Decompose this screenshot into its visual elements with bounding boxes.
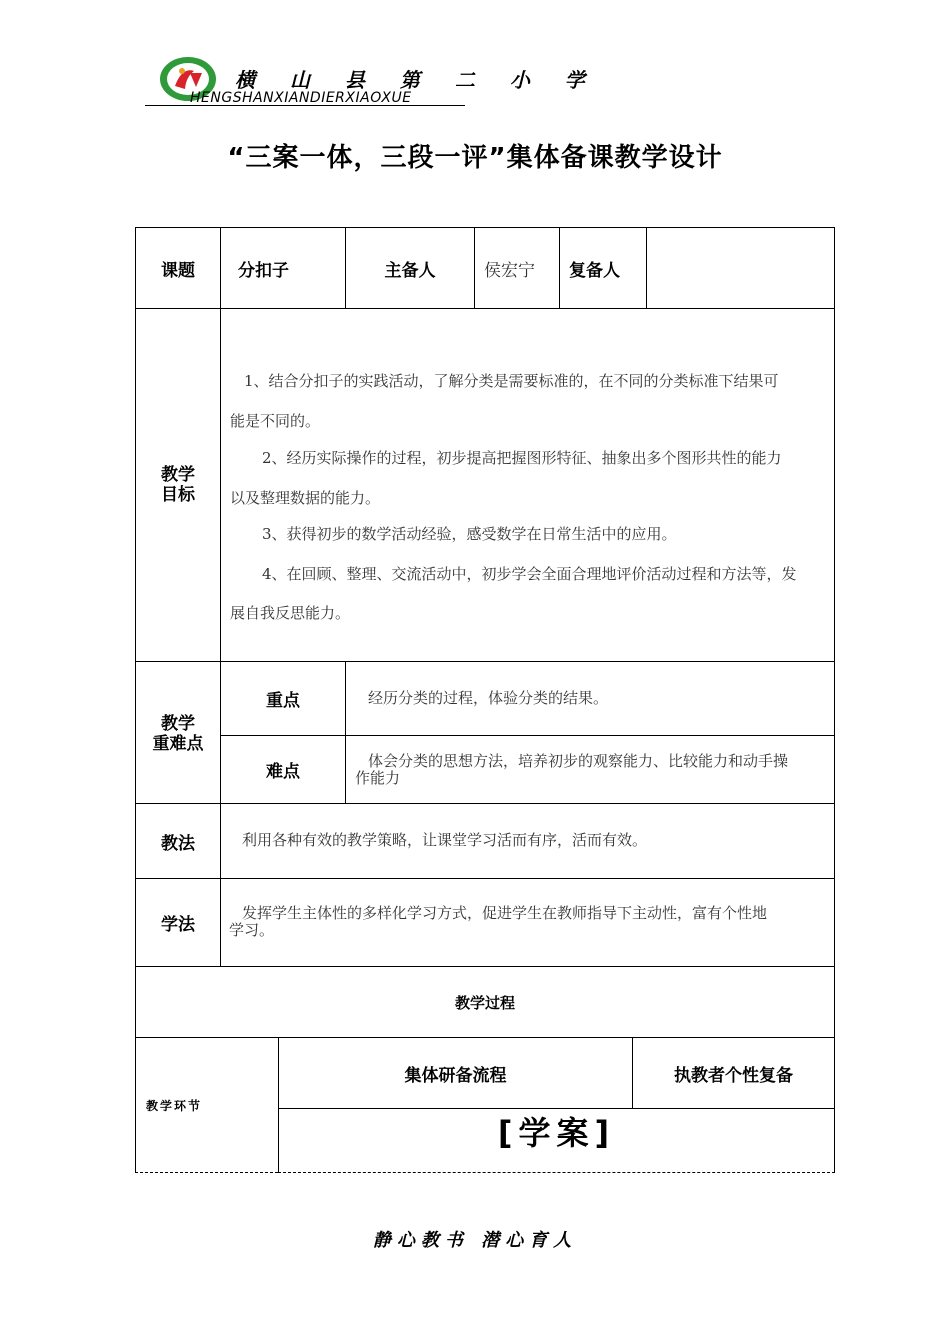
difficulty-text-line1: 体会分类的思想方法，培养初步的观察能力、比较能力和动手操 xyxy=(368,752,789,770)
main-prep-value: 侯宏宁 xyxy=(484,261,535,281)
collective-prep-label: 集体研备流程 xyxy=(404,1065,507,1086)
difficulty-text-line2: 作能力 xyxy=(355,769,401,787)
main-prep-label: 主备人 xyxy=(384,260,436,281)
personal-prep-label: 执教者个性复备 xyxy=(674,1065,793,1086)
objective-line: 展自我反思能力。 xyxy=(230,604,351,622)
topic-value: 分扣子 xyxy=(238,261,289,281)
focus-text: 经历分类的过程，体验分类的结果。 xyxy=(368,689,609,707)
re-prep-label: 复备人 xyxy=(569,261,620,281)
teaching-method-text: 利用各种有效的教学策略，让课堂学习活而有序，活而有效。 xyxy=(242,831,648,849)
focus-label: 重点 xyxy=(266,691,300,711)
process-title: 教学过程 xyxy=(454,993,515,1012)
learning-method-label: 学法 xyxy=(161,915,195,935)
learning-method-line2: 学习。 xyxy=(229,921,275,939)
school-name: 横 山 县 第 二 小 学 xyxy=(235,68,599,92)
document-title: “三案一体，三段一评”集体备课教学设计 xyxy=(227,143,723,173)
stage-label: 教学环节 xyxy=(146,1099,203,1113)
objective-line: 2、经历实际操作的过程，初步提高把握图形特征、抽象出多个图形共性的能力 xyxy=(262,449,782,467)
header-divider xyxy=(145,105,465,106)
footer-motto: 静心教书 潜心育人 xyxy=(372,1230,578,1251)
school-pinyin: HENGSHANXIANDIERXIAOXUE xyxy=(190,90,412,106)
topic-label: 课题 xyxy=(161,260,195,281)
objective-line: 以及整理数据的能力。 xyxy=(230,489,381,507)
objective-line: 能是不同的。 xyxy=(230,412,321,430)
objectives-label: 教学 目标 xyxy=(161,465,195,505)
difficulty-label: 难点 xyxy=(266,762,300,782)
key-points-label: 教学 重难点 xyxy=(152,714,204,754)
objective-line: 3、获得初步的数学活动经验，感受数学在日常生活中的应用。 xyxy=(262,525,677,543)
learning-method-line1: 发挥学生主体性的多样化学习方式，促进学生在教师指导下主动性，富有个性地 xyxy=(242,904,768,922)
objective-line: 4、在回顾、整理、交流活动中，初步学会全面合理地评价活动过程和方法等，发 xyxy=(262,565,797,583)
teaching-method-label: 教法 xyxy=(161,833,195,854)
study-plan-heading: [学案] xyxy=(497,1114,616,1152)
objective-line: 1、结合分扣子的实践活动，了解分类是需要标准的，在不同的分类标准下结果可 xyxy=(244,372,779,390)
